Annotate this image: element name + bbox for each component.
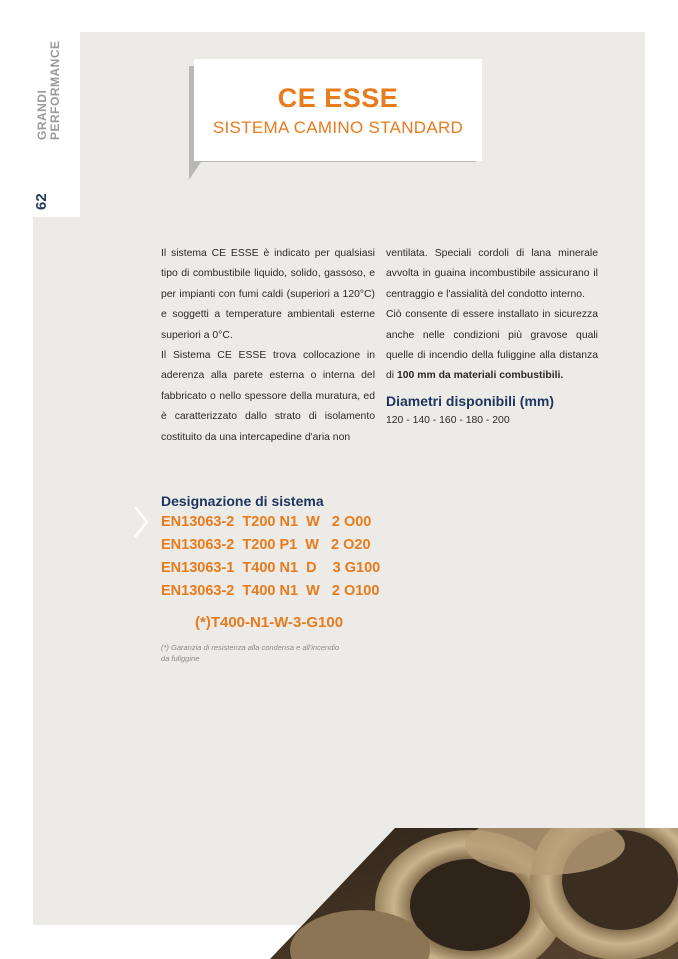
designation-code: EN13063-2 T200 N1 W 2 O00: [161, 514, 372, 530]
paragraph: Il sistema CE ESSE è indicato per qualsiasi tipo di combustibile liquido, solido, gassoso, e per impianti con fumi caldi (superiori a 120°C) e soggetti a temperature ambientali esterne superiori a 0°C.: [161, 248, 375, 341]
paragraph: ventilata. Speciali cordoli di lana minerale avvolta in guaina incombustibile assicurano il centraggio e l'assialità del condotto interno.: [386, 248, 598, 300]
page-subtitle: SISTEMA CAMINO STANDARD: [212, 118, 464, 137]
designazione-heading: Designazione di sistema: [161, 493, 324, 509]
paragraph-text: Ciò consente di essere installato in sicurezza anche nelle condizioni più gravose quali quelle di incendio della fuliggine alla distanza di: [386, 309, 598, 382]
paragraph: Il Sistema CE ESSE trova collocazione in aderenza alla parete esterna o interna del fabbricato o nello spessore della muratura, ed è caratterizzato dallo strato di isolamento costituito da una intercapedine d'aria non: [161, 350, 375, 443]
footnote: (*) Garanzia di resistenza alla condensa e all'incendio da fuliggine: [161, 643, 340, 663]
special-code: (*)T400-N1-W-3-G100: [195, 614, 344, 631]
diametri-values: 120 - 140 - 160 - 180 - 200: [386, 414, 510, 426]
page-number: 62: [33, 193, 50, 210]
designation-code: EN13063-2 T200 P1 W 2 O20: [161, 537, 371, 553]
designation-code: EN13063-1 T400 N1 D 3 G100: [161, 560, 381, 576]
diametri-heading: Diametri disponibili (mm): [386, 392, 555, 409]
page-title: CE ESSE: [277, 83, 399, 113]
section-label-line1: GRANDI: [35, 89, 49, 140]
paragraph-bold: 100 mm da materiali combustibili.: [396, 370, 564, 382]
designation-code: EN13063-2 T400 N1 W 2 O100: [161, 583, 380, 599]
